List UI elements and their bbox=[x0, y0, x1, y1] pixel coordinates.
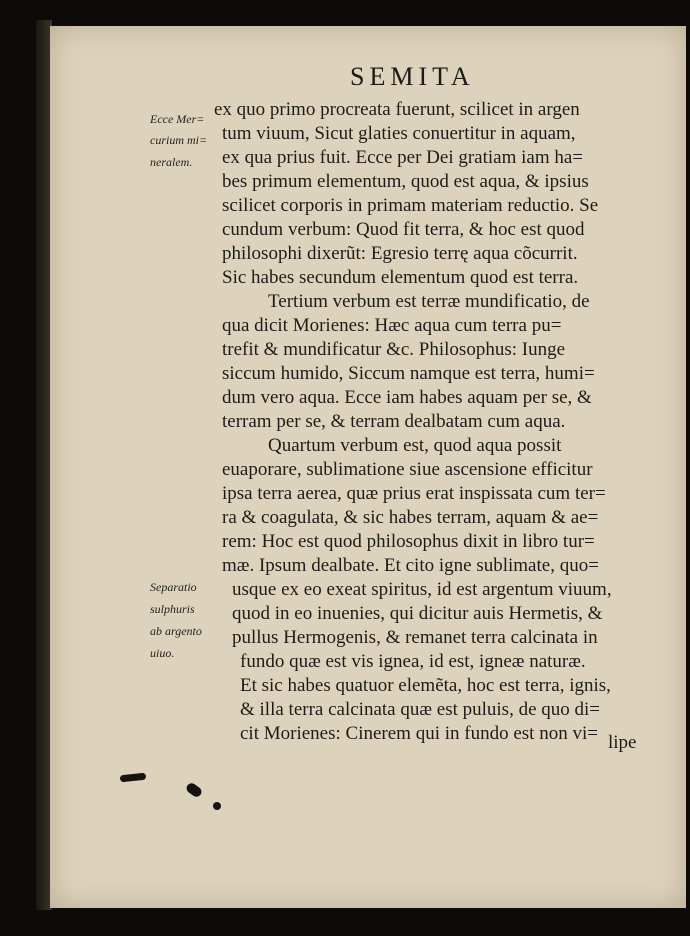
margin-note: Separatio bbox=[150, 580, 197, 594]
text-line: & illa terra calcinata quæ est puluis, de quo di= bbox=[240, 699, 601, 720]
margin-note: neralem. bbox=[150, 155, 193, 169]
running-title: SEMITA bbox=[350, 62, 475, 91]
text-line: bes primum elementum, quod est aqua, & ipsius bbox=[222, 171, 589, 192]
text-line: ra & coagulata, & sic habes terram, aquam & ae= bbox=[222, 507, 599, 528]
margin-note: uiuo. bbox=[150, 646, 175, 660]
margin-note: ab argento bbox=[150, 624, 202, 638]
text-line: usque ex eo exeat spiritus, id est argentum viuum, bbox=[232, 579, 612, 600]
text-line: qua dicit Morienes: Hæc aqua cum terra pu= bbox=[222, 315, 562, 336]
margin-note: sulphuris bbox=[150, 602, 195, 616]
text-line: trefit & mundificatur &c. Philosophus: Iunge bbox=[222, 339, 566, 360]
text-line: cit Morienes: Cinerem qui in fundo est non vi= bbox=[240, 723, 598, 744]
text-line: Sic habes secundum elementum quod est terra. bbox=[222, 267, 579, 288]
text-line: scilicet corporis in primam materiam reductio. Se bbox=[222, 195, 599, 216]
text-line: Quartum verbum est, quod aqua possit bbox=[268, 435, 562, 456]
text-line: quod in eo inuenies, qui dicitur auis Hermetis, & bbox=[232, 603, 603, 624]
text-line: philosophi dixerũt: Egresio terrę aqua cõcurrit. bbox=[222, 243, 578, 264]
text-line: dum vero aqua. Ecce iam habes aquam per se, & bbox=[222, 387, 592, 408]
text-line: pullus Hermogenis, & remanet terra calcinata in bbox=[232, 627, 598, 648]
text-line: siccum humido, Siccum namque est terra, humi= bbox=[222, 363, 595, 384]
text-line: tum viuum, Sicut glaties conuertitur in aquam, bbox=[222, 123, 576, 144]
text-line: rem: Hoc est quod philosophus dixit in libro tur= bbox=[222, 531, 595, 552]
text-line: Et sic habes quatuor elemẽta, hoc est terra, ignis, bbox=[240, 675, 611, 696]
margin-note: curium mi= bbox=[150, 133, 208, 147]
text-line: mæ. Ipsum dealbate. Et cito igne sublimate, quo= bbox=[222, 555, 599, 576]
text-line: cundum verbum: Quod fit terra, & hoc est quod bbox=[222, 219, 585, 240]
ink-blot bbox=[213, 802, 221, 810]
text-line: ex qua prius fuit. Ecce per Dei gratiam iam ha= bbox=[222, 147, 584, 168]
margin-note: Ecce Mer= bbox=[150, 112, 205, 126]
text-line: Tertium verbum est terræ mundificatio, de bbox=[268, 291, 590, 312]
text-line: euaporare, sublimatione siue ascensione efficitur bbox=[222, 459, 593, 480]
text-line: ipsa terra aerea, quæ prius erat inspissata cum ter= bbox=[222, 483, 606, 504]
text-line: fundo quæ est vis ignea, id est, igneæ naturæ. bbox=[240, 651, 586, 672]
text-line: terram per se, & terram dealbatam cum aqua. bbox=[222, 411, 566, 432]
catchword: lipe bbox=[608, 732, 637, 753]
text-line: ex quo primo procreata fuerunt, scilicet in argen bbox=[214, 99, 580, 120]
